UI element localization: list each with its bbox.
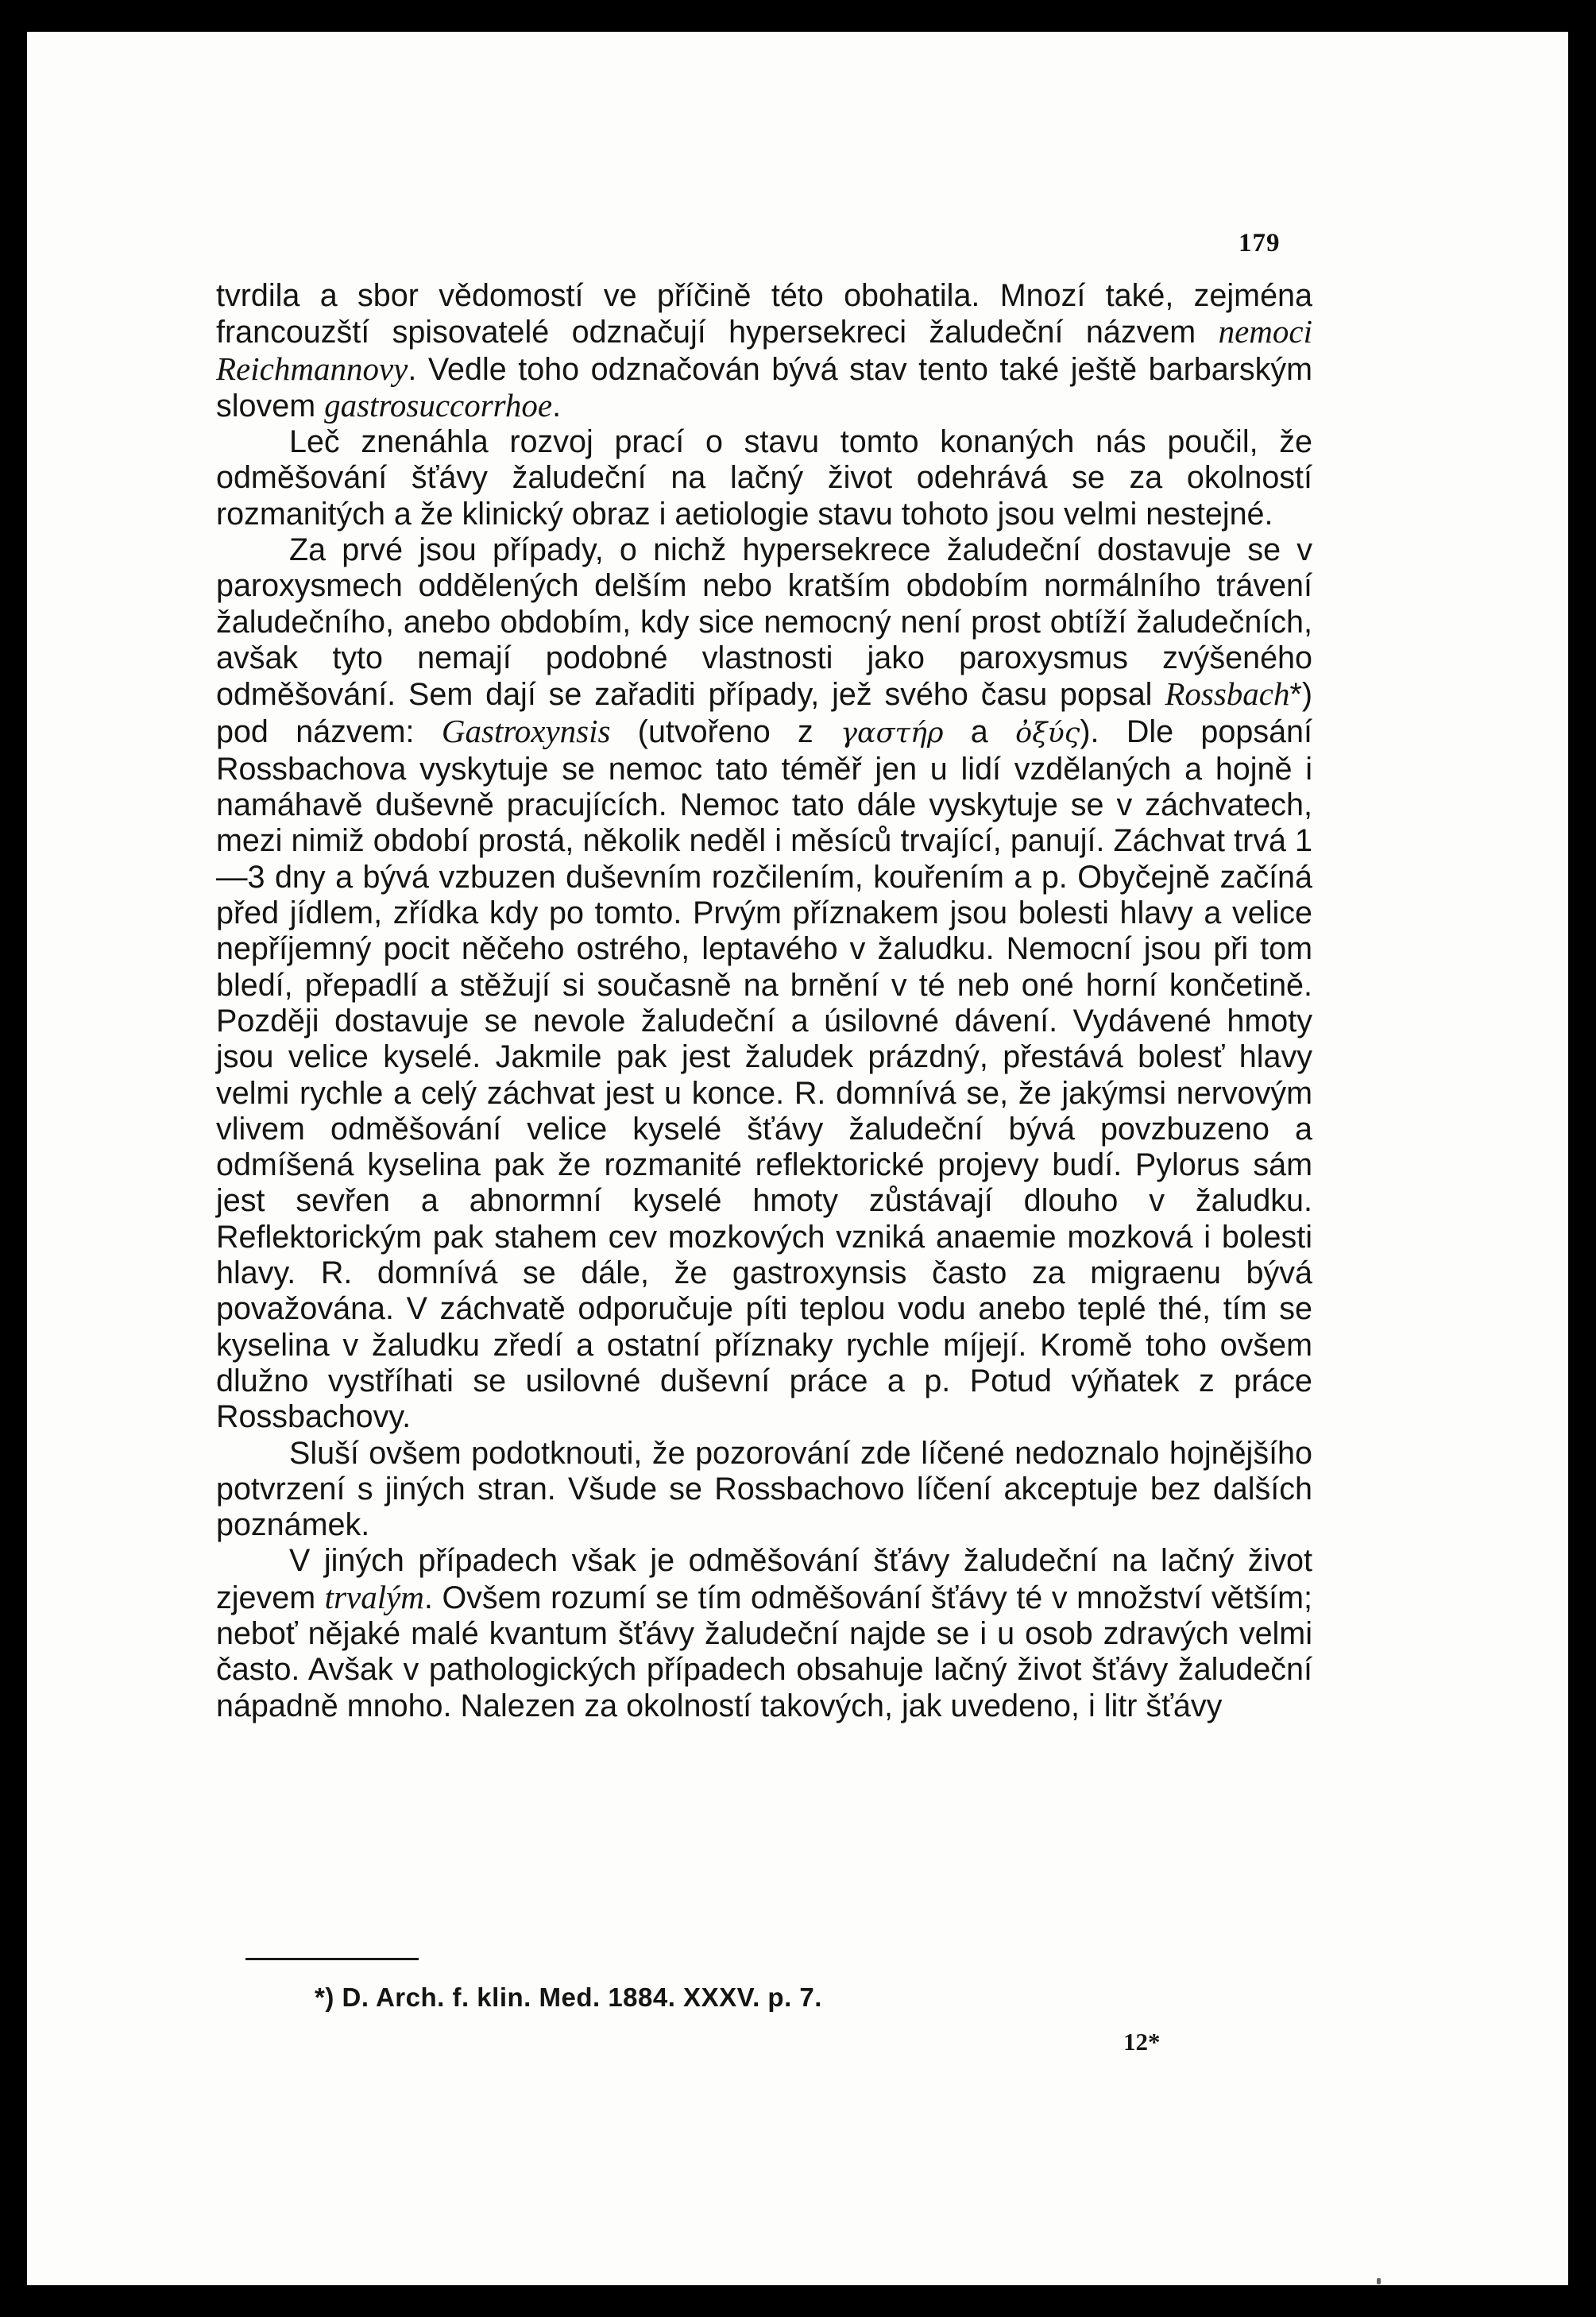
scan-speck	[1377, 2278, 1381, 2284]
text-run: V jiných případech však je odměšování šťávy žaludeční na lačný život zjevem	[216, 1543, 1312, 1615]
text-run: . Ovšem rozumí se tím odměšování šťávy té v množství větším; neboť nějaké malé kvantum šťávy žaludeční najde se i u osob zdravých velmi často. Avšak v pathologických případech obsahuje lačný život šťávy žaludeční nápadně mnoho. Nalezen za okolností takových, jak uvedeno, i litr šťávy	[216, 1580, 1312, 1723]
paragraph	[216, 278, 1312, 424]
text-run: *) pod názvem:	[216, 677, 1312, 749]
text-run: Za prvé jsou případy, o nichž hypersekrece žaludeční dostavuje se v paroxysmech oddělených delším nebo kratším obdobím normálního trávení žaludečního, anebo obdobím, kdy sice nemocný není prost obtíží žaludečních, avšak tyto nemají podobné vlastnosti jako paroxysmus zvýšeného odměšování. Sem dají se zařaditi případy, jež svého času popsal	[216, 532, 1312, 713]
paragraph	[216, 1436, 1312, 1544]
footnote: *) D. Arch. f. klin. Med. 1884. XXXV. p. 7.	[315, 1982, 822, 2012]
page-number: 179	[1239, 229, 1281, 257]
book-page	[27, 32, 1568, 2285]
paragraph	[216, 424, 1312, 532]
text-run: . Vedle toho odznačován bývá stav tento také ještě barbarským slovem	[216, 351, 1312, 424]
text-run: ). Dle popsání Rossbachova vyskytuje se nemoc tato téměř jen u lidí vzdělaných a hojně i namáhavě duševně pracujících. Nemoc tato dále vyskytuje se v záchvatech, mezi nimiž období prostá, několik neděl i měsíců trvající, panují. Záchvat trvá 1—3 dny a bývá vzbuzen duševním rozčilením, kouřením a p. Obyčejně začíná před jídlem, zřídka kdy po tomto. Prvým příznakem jsou bolesti hlavy a velice nepříjemný pocit něčeho ostrého, leptavého v žaludku. Nemocní jsou při tom bledí, přepadlí a stěžují si současně na brnění v té neb oné horní končetině. Později dostavuje se nevole žaludeční a úsilovné dávení. Vydávené hmoty jsou velice kyselé. Jakmile pak jest žaludek prázdný, přestává bolesť hlavy velmi rychle a celý záchvat jest u konce. R. domnívá se, že jakýmsi nervovým vlivem odměšování velice kyselé šťávy žaludeční bývá povzbuzeno a odmíšená kyselina pak že rozmanité reflektorické projevy budí. Pylorus sám jest sevřen a abnormní kyselé hmoty zůstávají dlouho v žaludku. Reflektorickým pak stahem cev mozkových vzniká anaemie mozková i bolesti hlavy. R. domnívá se dále, že gastroxynsis často za migraenu bývá považována. V záchvatě odporučuje píti teplou vodu anebo teplé thé, tím se kyselina v žaludku zředí a ostatní příznaky rychle míjejí. Kromě toho ovšem dlužno vystříhati se usilovné duševní práce a p. Potud výňatek z práce Rossbachovy.	[216, 714, 1312, 1435]
paragraph	[216, 532, 1312, 1435]
body-text	[216, 278, 1312, 1724]
footnote-divider	[245, 1958, 419, 1960]
italic-term: Gastroxynsis	[441, 712, 611, 749]
greek-term: ὀξύς	[1015, 717, 1080, 749]
greek-term: γαστήρ	[841, 717, 944, 749]
text-run: .	[552, 388, 562, 424]
text-run: tvrdila a sbor vědomostí ve příčině této obohatila. Mnozí také, zejména francouzští spisovatelé odznačují hypersekreci žaludeční názvem	[216, 278, 1312, 350]
italic-term: nemoci Reichmannovy	[216, 313, 1312, 387]
italic-term: Rossbach	[1165, 675, 1290, 713]
printer-signature-mark: 12*	[1123, 2028, 1161, 2056]
italic-term: trvalým	[324, 1578, 424, 1615]
text-run: (utvořeno z	[610, 714, 841, 749]
text-run: a	[943, 714, 1016, 749]
italic-term: gastrosuccorrhoe	[324, 386, 553, 424]
text-run: Sluší ovšem podotknouti, že pozorování zde líčené nedoznalo hojnějšího potvrzení s jiných stran. Všude se Rossbachovo líčení akceptuje bez dalších poznámek.	[216, 1435, 1312, 1543]
text-run: Leč znenáhla rozvoj prací o stavu tomto konaných nás poučil, že odměšování šťávy žaludeční na lačný život odehrává se za okolností rozmanitých a že klinický obraz i aetiologie stavu tohoto jsou velmi nestejné.	[216, 424, 1312, 532]
paragraph	[216, 1543, 1312, 1723]
